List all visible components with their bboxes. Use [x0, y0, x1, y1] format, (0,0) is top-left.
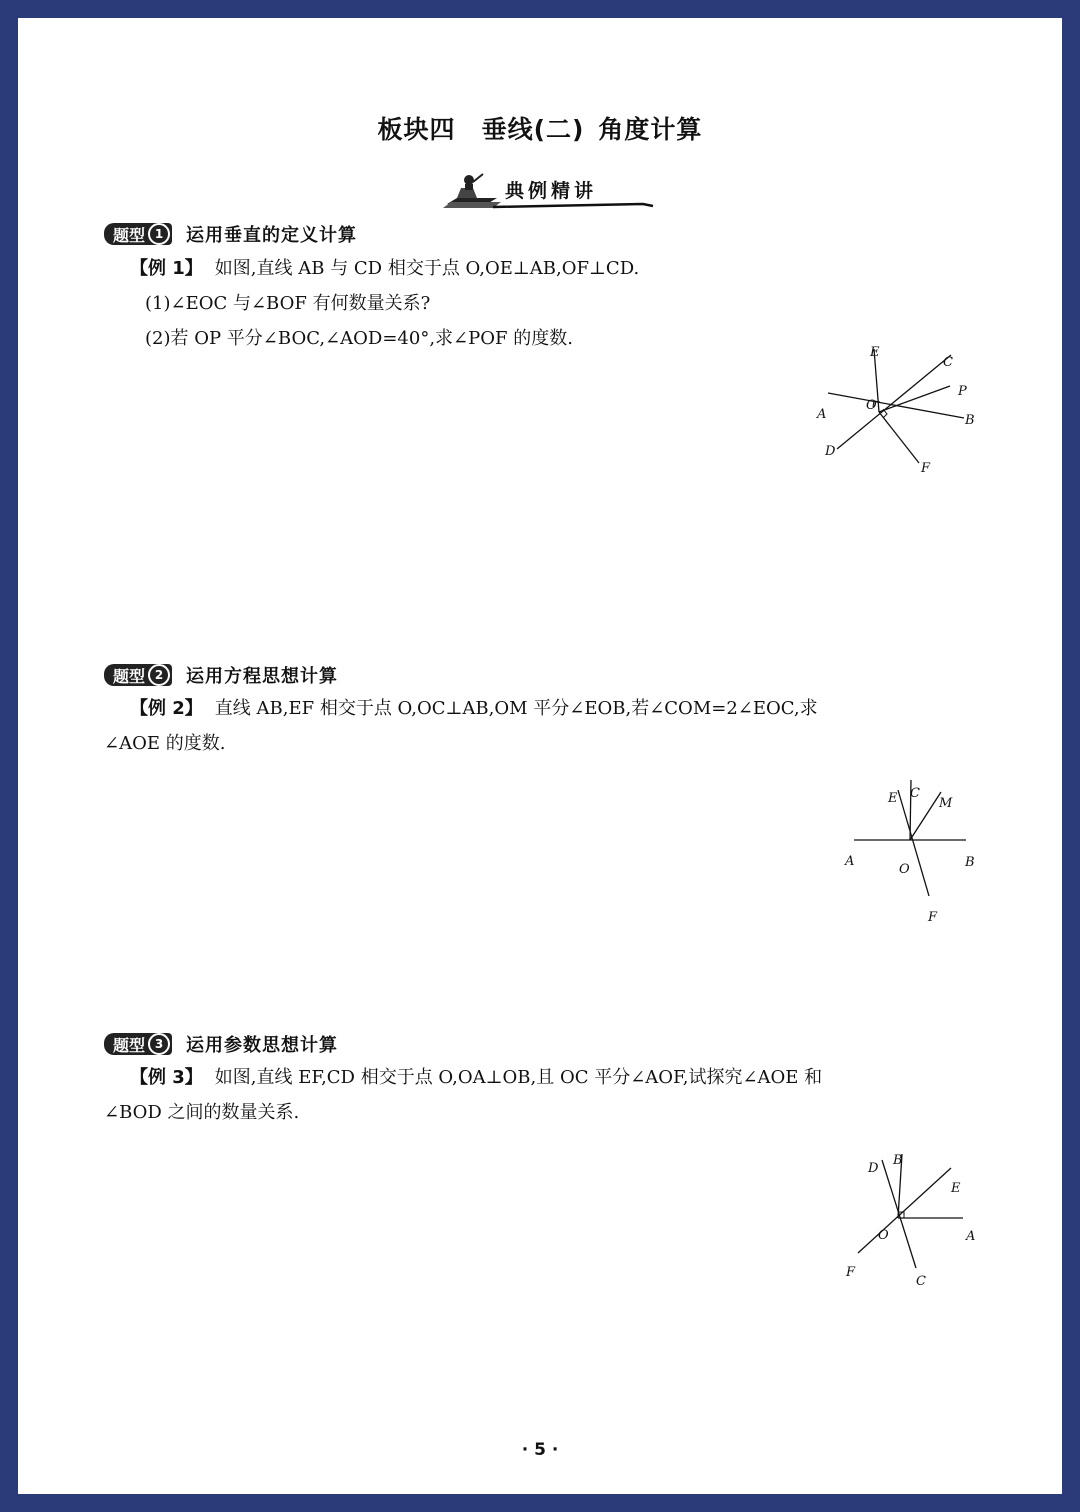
figure-label-D: D: [868, 1161, 879, 1176]
figure-label-B: B: [965, 855, 975, 870]
example-text: 直线 AB,EF 相交于点 O,OC⊥AB,OM 平分∠EOB,若∠COM=2∠EOC,求: [214, 698, 818, 719]
figure-example-3: [838, 1138, 988, 1289]
figure-label-A: A: [845, 854, 855, 869]
question-type-label: 运用垂直的定义计算: [186, 225, 358, 246]
question-type-3: [104, 1031, 338, 1057]
title-part-3: 角度计算: [598, 115, 703, 144]
example-2-line-2: ∠AOE 的度数.: [104, 733, 226, 754]
question-type-badge: 题型 2: [104, 664, 172, 686]
figure-label-F: F: [921, 461, 931, 476]
figure-label-B: B: [893, 1153, 903, 1168]
example-3-line-2: ∠BOD 之间的数量关系.: [104, 1102, 300, 1123]
example-3-line-1: [130, 1066, 822, 1090]
figure-label-F: F: [928, 910, 938, 925]
section-banner: [443, 168, 643, 214]
figure-label-O: O: [866, 398, 877, 413]
question-type-badge: 题型 3: [104, 1033, 172, 1055]
example-tag: 【例 1】: [130, 258, 203, 279]
figure-label-C: C: [916, 1274, 926, 1289]
figure-label-D: D: [825, 444, 836, 459]
question-type-label: 运用参数思想计算: [186, 1035, 339, 1056]
worksheet-page: [18, 18, 1062, 1494]
figure-label-E: E: [870, 345, 880, 360]
banner-label: 典例精讲: [505, 180, 598, 202]
figure-label-O: O: [899, 862, 910, 877]
page-title: [18, 110, 1062, 146]
example-text: 如图,直线 AB 与 CD 相交于点 O,OE⊥AB,OF⊥CD.: [214, 258, 640, 279]
figure-label-A: A: [817, 407, 827, 422]
example-1-line-1: [130, 257, 639, 281]
example-1-line-3: (2)若 OP 平分∠BOC,∠AOD=40°,求∠POF 的度数.: [145, 328, 573, 349]
figure-example-2: [836, 768, 986, 925]
figure-label-C: C: [943, 355, 953, 370]
question-type-2: [104, 662, 338, 688]
example-text: 如图,直线 EF,CD 相交于点 O,OA⊥OB,且 OC 平分∠AOF,试探究∠AOE 和: [214, 1067, 823, 1088]
page-number: · 5 ·: [521, 1440, 559, 1460]
figure-label-E: E: [951, 1181, 961, 1196]
banner-underline: [493, 202, 653, 212]
example-tag: 【例 3】: [130, 1067, 203, 1088]
figure-label-O: O: [878, 1228, 889, 1243]
example-tag: 【例 2】: [130, 698, 203, 719]
figure-label-C: C: [910, 786, 920, 801]
example-2-line-1: [130, 697, 818, 721]
question-type-1: [104, 221, 357, 247]
figure-label-P: P: [958, 384, 967, 399]
figure-label-E: E: [888, 791, 898, 806]
figure-label-F: F: [846, 1265, 856, 1280]
figure-example-1: [808, 320, 988, 480]
title-part-1: 板块四: [377, 115, 456, 144]
figure-label-B: B: [965, 413, 975, 428]
figure-label-A: A: [966, 1229, 976, 1244]
figure-label-M: M: [939, 796, 953, 811]
question-type-label: 运用方程思想计算: [186, 666, 339, 687]
title-part-2: 垂线(二): [481, 115, 585, 144]
example-1-line-2: (1)∠EOC 与∠BOF 有何数量关系?: [145, 293, 431, 314]
question-type-badge: 题型 1: [104, 223, 172, 245]
